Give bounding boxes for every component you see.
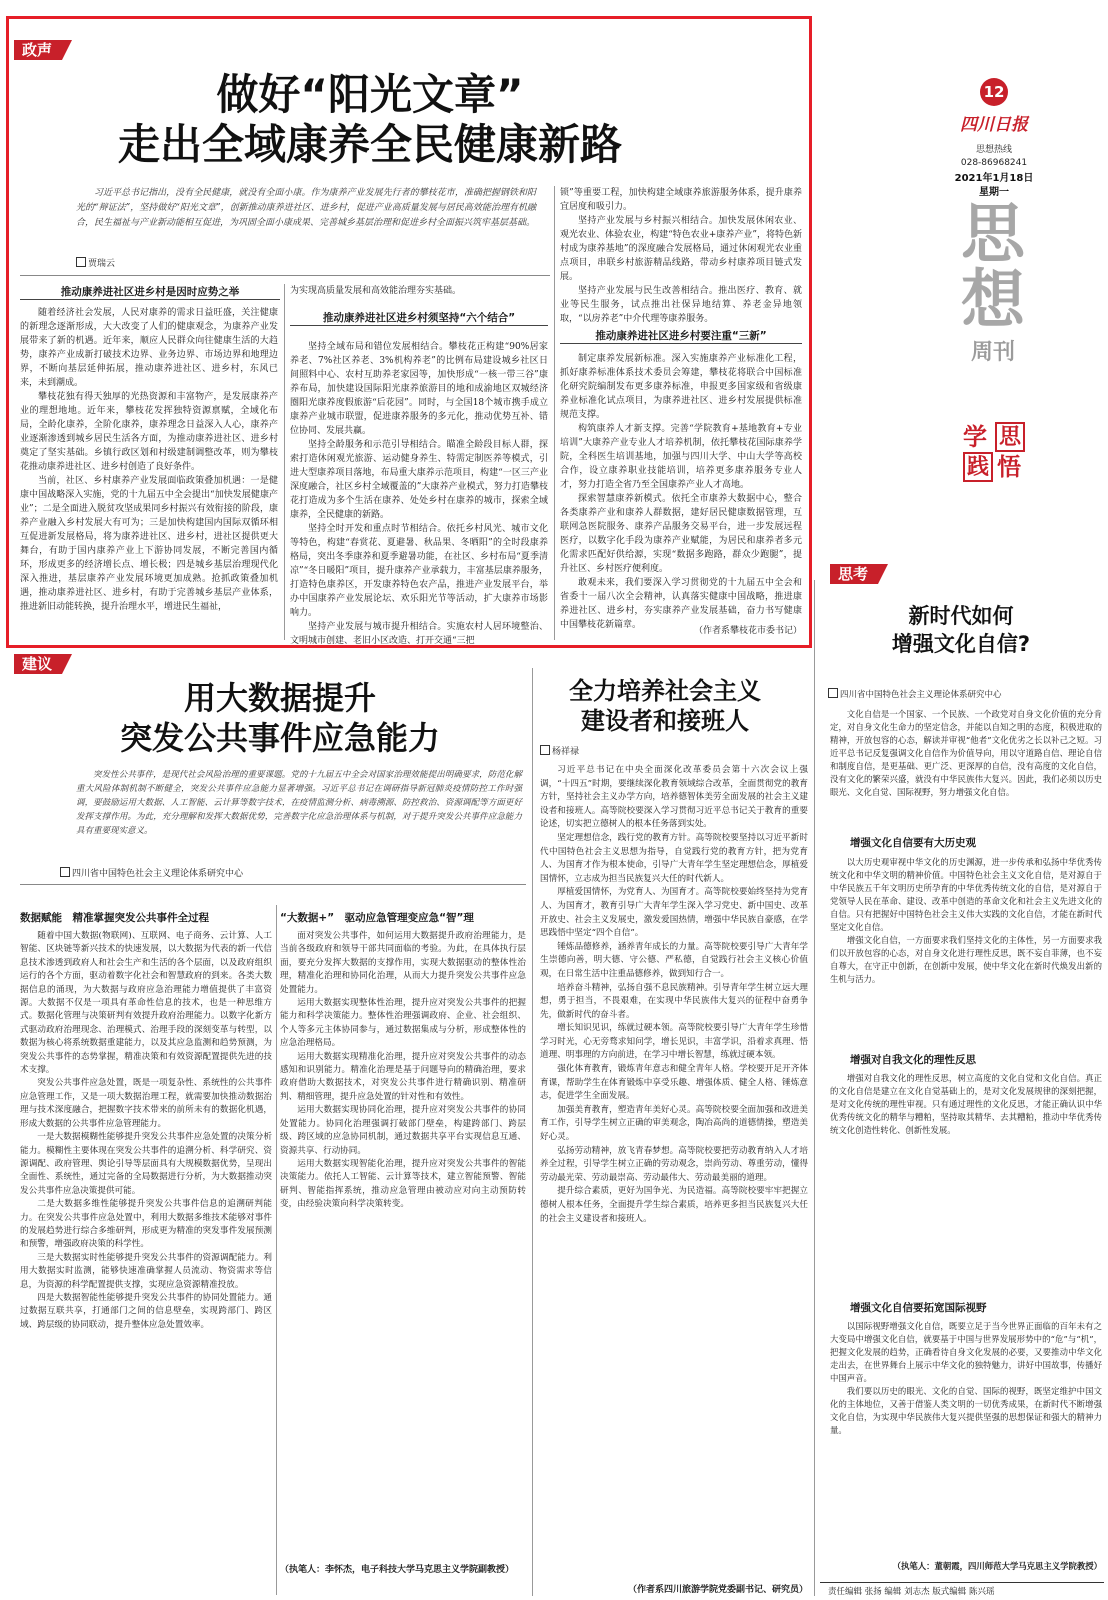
top-subhead-3: 推动康养进社区进乡村要注重“三新” bbox=[595, 330, 767, 342]
left-subhead-1: 数据赋能 精准掌握突发公共事件全过程 bbox=[20, 912, 209, 924]
right-subhead-3: 增强文化自信要拓宽国际视野 bbox=[850, 1302, 987, 1314]
section-title-big: 思想 bbox=[961, 197, 1025, 338]
left-col1-p6: 四是大数据智能性能够提升突发公共事件的协同处置能力。通过数据互联共享，打通部门之间的信息壁垒，实现跨部门、跨区域、跨层级的协同联动，提升整体应急处置效率。 bbox=[20, 1292, 272, 1330]
right-p-f: 我们要以历史的眼光、文化的自觉、国际的视野，既坚定维护中国文化的主体地位，又善于借鉴人类文明的一切优秀成果，在新时代不断增强文化自信，为实现中华民族伟大复兴提供坚强的思想保证和强大的精神力量。 bbox=[830, 1386, 1102, 1435]
right-subhead-2: 增强对自我文化的理性反思 bbox=[850, 1054, 976, 1066]
hotline-phone: 028-86968241 bbox=[960, 158, 1028, 168]
left-col2-p3: 运用大数据实现精准化治理，提升应对突发公共事件的动态感知和识别能力。精准化治理是基于问题导向的精确治理，要求政府借助大数据技术，对突发公共事件进行精确识别、精准研判、精细管理，提升应急处置的针对性和有效性。 bbox=[280, 1051, 526, 1102]
top-col2 bbox=[290, 340, 548, 646]
top-subhead-1-rule bbox=[20, 299, 280, 300]
stamp-char-3: 践 bbox=[963, 452, 993, 482]
top-title-line2: 走出全域康养全民健康新路 bbox=[117, 120, 622, 169]
left-col1-p1: 随着中国大数据(物联网)、互联网、电子商务、云计算、人工智能、区块链等新兴技术的快速发展，以大数据为代表的新一代信息技术渗透到政府人和社会生产和生活的各个层面，以及政府组织运行的各个方面，驱动着数字化社会和智慧政府的到来。各类大数据信息的涌现，为大数据与政府应急治理能力增值提供了丰富资源。大数据不仅是一项具有革命性信息的技术，也是一种思维方式。数据化管理与决策研判有效提升政府治理能力。以数字化新方式驱动政府治理现念、治理模式、治理手段的深刻变革与转型，以数据为核心将系统数据重建能力，以及其应急监测和趋势预测，为突发公共事件的态势掌握，精准决策和有效资源配置提供先进的技术支撑。 bbox=[20, 931, 272, 1076]
mid-p3: 厚植爱国情怀，为党育人、为国育才。高等院校要始终坚持为党育人、为国育才，教育引导广大青年学生深入学习党史、新中国史、改革开放史、社会主义发展史，激发爱国热情，增强中华民族自豪感，在学思践悟中坚定“四个自信”。 bbox=[540, 887, 808, 939]
top-col-divider-1 bbox=[284, 284, 285, 640]
top-title bbox=[20, 70, 720, 170]
top-author-name: 贾瑞云 bbox=[88, 259, 116, 269]
left-subhead-2: “大数据+” 驱动应急管理变应急“智”理 bbox=[280, 912, 474, 924]
top-author bbox=[76, 256, 115, 269]
mid-p5: 培养奋斗精神，弘扬自强不息民族精神。引导青年学生树立远大理想，勇于担当，不畏艰难，在实现中华民族伟大复兴的征程中奋勇争先，做新时代的奋斗者。 bbox=[540, 982, 808, 1020]
left-lead-divider bbox=[20, 884, 526, 885]
left-col1-p2: 突发公共事件应急处置，既是一项复杂性、系统性的公共事件应急管理工作，又是一项大数据治理工程，就需要加快推动数据治理与技术深度融合，把握数字技术带来的前所未有的数据化机遇，形成大数据的公共事件应急管理能力。 bbox=[20, 1078, 272, 1129]
right-body-d: 增强对自我文化的理性反思，树立高度的文化自觉和文化自信。真正的文化自信是建立在文化自觉基础上的，是对文化发展规律的深刻把握，是对文化传统的理性审视。只有通过理性的文化反思，才能正确认识中华优秀传统文化的精华与糟粕，坚持取其精华、去其糟粕，推动中华优秀传统文化创造性转化、创新性发展。 bbox=[830, 1073, 1102, 1135]
top-sign: （作者系攀枝花市委书记） bbox=[693, 626, 802, 636]
top-col2-p4: 坚持产业发展与城市提升相结合。实施农村人居环境整治、文明城市创建、老旧小区改造、打开交通“三把 bbox=[290, 622, 548, 646]
issue-weekday: 星期一 bbox=[979, 187, 1009, 198]
left-author bbox=[60, 866, 243, 879]
top-col3-p5: 构筑康养人才新支撑。完善“学院教育+基地教育+专业培训”大康养产业专业人才培养机制，依托攀枝花国际康养学院，全科医生培训基地，加强与四川大学、中山大学等高校合作，设立康养职业技能培训，培养更多康养服务专业人才，努力打造全省乃至全国康养产业人才高地。 bbox=[560, 424, 802, 490]
top-section-tag: 政声 bbox=[14, 40, 62, 60]
right-p-c: 增强文化自信，一方面要求我们坚持文化的主体性，另一方面要求我们以开放包容的心态，对自身文化进行理性反思，既不妄自菲薄，也不妄自尊大，在守正中创新，在创新中发展，使中华文化在新时代焕发出新的生机与活力。 bbox=[830, 935, 1102, 984]
right-title-line1: 新时代如何 bbox=[908, 604, 1014, 628]
top-col1-p2: 攀枝花独有得天独厚的光热资源和丰富物产，是发展康养产业的理想地地。近年来，攀枝花发挥独特资源禀赋，全域化布局，全龄化康养，全阶化康养，康养理念日益深入人心，康养产业逐渐渗透到城乡居民生活各方面，为推动康养进社区、进乡村奠定了坚实基础。乡镇行政区划和村级建制调整改革，则为攀枝花推动康养进社区、进乡村创造了良好条件。 bbox=[20, 392, 278, 472]
stamp-char-4: 悟 bbox=[997, 452, 1021, 481]
left-col1 bbox=[20, 930, 272, 1592]
right-author bbox=[828, 688, 1002, 700]
top-col1-p1: 随着经济社会发展，人民对康养的需求日益旺盛，关注健康的新理念逐渐形成，大大改变了人们的健康观念，为康养产业发展带来了新的机遇。近年来，顺应人民群众向往健康生活的大趋势，康养产业成新打破技术边界、业务边界、市场边界和地理边界，不断向基层延伸拓展，推动康养进社区、进乡村，东风已来，未到潮成。 bbox=[20, 308, 278, 388]
right-body-b bbox=[830, 856, 1102, 1046]
mid-title-line2: 建设者和接班人 bbox=[581, 707, 749, 735]
paper-name: 四川日报 bbox=[960, 115, 1028, 135]
top-col1 bbox=[20, 306, 278, 640]
right-sign: （执笔人：董朝霞，四川师范大学马克思主义学院教授） bbox=[892, 1561, 1102, 1571]
mid-p10: 提升综合素质，更好为国争光、为民造福。高等院校要牢牢把握立德树人根本任务，全面提升学生综合素质，培养更多担当民族复兴大任的社会主义建设者和接班人。 bbox=[540, 1186, 808, 1224]
left-col2 bbox=[280, 930, 526, 1560]
top-subhead-2: 推动康养进社区进乡村须坚持“六个结合” bbox=[322, 312, 516, 324]
mid-author-name: 杨祥禄 bbox=[552, 747, 580, 757]
left-sign: （执笔人：李怀杰，电子科技大学马克思主义学院副教授） bbox=[280, 1565, 515, 1575]
top-title-line1: 做好“阳光文章” bbox=[216, 70, 524, 119]
left-title bbox=[40, 678, 520, 758]
left-col1-p5: 三是大数据实时性能够提升突发公共事件的资源调配能力。利用大数据实时监测，能够快速准确掌握人员流动、物资需求等信息，为资源的科学配置提供支撑，实现应急资源精准投放。 bbox=[20, 1252, 272, 1290]
hotline-label: 思想热线 bbox=[975, 145, 1012, 155]
right-section-tag: 思考 bbox=[830, 564, 878, 584]
right-title-line2: 增强文化自信? bbox=[891, 632, 1031, 656]
left-col2-p5: 运用大数据实现智能化治理，提升应对突发公共事件的智能决策能力。依托人工智能、云计算等技术，建立智能预警、智能研判、智能指挥系统，推动应急管理由被动应对向主动预防转变，由经验决策向科学决策转变。 bbox=[280, 1158, 526, 1210]
top-subhead-3-rule bbox=[560, 343, 802, 344]
mid-title bbox=[540, 676, 790, 736]
mid-right-divider bbox=[814, 580, 815, 1596]
left-title-line1: 用大数据提升 bbox=[183, 679, 376, 717]
left-section-tag: 建议 bbox=[14, 654, 62, 674]
right-body-a: 文化自信是一个国家、一个民族、一个政党对自身文化价值的充分肯定，对自身文化生命力的坚定信念，并能以自知之明的态度，积极进取的精神，开放包容的心态，解读并审视“他者”文化优劣之长以补己之短。习近平总书记反复强调文化自信作为价值导向，用以守道路自信、理论自信和制度自信，是更基础、更广泛、更深厚的自信，没有高度的文化自信，没有文化的繁荣兴盛，就没有中华民族伟大复兴。因此，我们必须以历史眼光、文化自觉、国际视野，努力增强文化自信。 bbox=[830, 709, 1102, 797]
left-col2-p4: 运用大数据实现协同化治理，提升应对突发公共事件的协同处置能力。协同化治理强调打破部门壁垒，构建跨部门、跨层级、跨区域的应急协同机制，通过数据共享平台实现信息互通、资源共享、行动协同。 bbox=[280, 1105, 526, 1156]
top-col3-p7: 敢观未来，我们要深入学习贯彻党的十九届五中全会和省委十一届八次全会精神，认真落实健康中国战略，推进康养进社区、进乡村，夯实康养产业发展基础，奋力书写健康中国攀枝花新篇章。 bbox=[560, 578, 802, 630]
top-col2-p1: 坚持全域布局和错位发展相结合。攀枝花正构建“90%居家养老、7%社区养老、3%机构养老”的比例布局建设城乡社区日间照料中心、农村互助养老家园等，加快形成“一核一带三谷”康养布局，加快建设国际阳光康养旅游目的地和成渝地区双城经济圈阳光康养度假旅游“后花园”。同时，与全国18个城市携手成立康养产业城市联盟，促进康养服务的多元化，推动优势互补、错位协同、发展共赢。 bbox=[290, 342, 548, 436]
top-col3-p6: 探索智慧康养新模式。依托全市康养大数据中心，整合各类康养产业和康养人群数据，建好居民健康数据管理，互联网急医院服务、康养产品服务交易平台，进一步发展远程医疗，以数字化手段为康养产业赋能，为居民和康养者多元化需求匹配好供给源，实现“数据多跑路，群众少跑腿”，提升社区、乡村医疗便利度。 bbox=[560, 494, 802, 574]
top-col2-p3: 坚持全时开发和重点时节相结合。依托乡村风光、城市文化等特色，构建“春赏花、夏避暑、秋品果、冬晒阳”的全时段康养格局，突出冬季康养和夏季避暑功能，在社区、乡村布局“夏季清凉”“冬日暖阳”项目，提升康养产业承载力，丰富基层康养服务，打造特色康养区，开发康养特色农产品，推进产业发展平台，举办中国康养产业发展论坛、欢乐阳光节等活动，扩大康养市场影响力。 bbox=[290, 524, 548, 618]
right-p-e: 以国际视野增强文化自信，既要立足于当今世界正面临的百年未有之大变局中增强文化自信，就要基于中国与世界发展形势中的“危”与“机”，把握文化发展的趋势，正确看待自身文化发展的必要，又要推动中华文化走出去，在世界舞台上展示中华文化的独特魅力，讲好中国故事，传播好中国声音。 bbox=[830, 1321, 1102, 1383]
right-subhead-1: 增强文化自信要有大历史观 bbox=[850, 837, 976, 849]
left-col1-p3: 一是大数据模糊性能够提升突发公共事件应急处置的决策分析能力。模糊性主要体现在突发公共事件的追溯分析、科学研究、资源调配、政府管理、舆论引导等层面具有大规模数据优势，呈现出全面性、系统性，通过完备的全局数据进行分析，为大数据推动突发公共事件应急决策提供可能。 bbox=[20, 1132, 272, 1196]
left-col2-p2: 运用大数据实现整体性治理，提升应对突发公共事件的把握能力和科学决策能力。整体性治理强调政府、企业、社会组织、个人等多元主体协同参与，通过数据集成与分析，形成整体性的应急治理格局。 bbox=[280, 998, 526, 1049]
mid-p7: 强化体育教育，锻炼青年意志和健全青年人格。学校要开足开齐体育课，帮助学生在体育锻炼中享受乐趣、增强体质、健全人格、锤炼意志，促进学生全面发展。 bbox=[540, 1064, 808, 1102]
top-col-divider-2 bbox=[554, 186, 555, 640]
mid-p6: 增长知识见识，练就过硬本领。高等院校要引导广大青年学生珍惜学习时光，心无旁骛求知问学，增长见识，丰富学识，沿着求真理、悟道理、明事理的方向前进，在学习中增长智慧，练就过硬本领。 bbox=[540, 1023, 808, 1061]
left-col1-p4: 二是大数据多维性能够提升突发公共事件信息的追溯研判能力。在突发公共事件应急处置中，利用大数据多维技术能够对事件的发展趋势进行综合多维研判，形成更为精准的突发事件发展预测和预警，增强政府决策的科学性。 bbox=[20, 1199, 272, 1250]
mid-author bbox=[524, 744, 579, 757]
right-title bbox=[820, 602, 1102, 658]
mid-p2: 坚定理想信念，践行党的教育方针。高等院校要坚持以习近平新时代中国特色社会主义思想为指导，自觉践行党的教育方针，把为党育人、为国育才作为根本使命，引导广大青年学生坚定理想信念，厚植爱国情怀，立志成为担当民族复兴大任的时代新人。 bbox=[540, 832, 808, 884]
footer-rule bbox=[820, 1582, 1104, 1583]
stamp-box bbox=[963, 422, 1029, 482]
top-col3-p3: 坚持产业发展与民生改善相结合。推出医疗、教育、就业等民生服务，试点推出社保异地结算、养老金异地领取，“以房养老”中介代理等康养服务。 bbox=[560, 286, 802, 324]
issue-date: 2021年1月18日 bbox=[954, 173, 1034, 184]
page-number: 12 bbox=[983, 83, 1005, 101]
right-body-e bbox=[830, 1320, 1102, 1552]
mid-p1: 习近平总书记在中央全面深化改革委员会第十六次会议上强调，“十四五”时期，要继续深化教育领域综合改革，全面贯彻党的教育方针，坚持社会主义办学方向，培养德智体美劳全面发展的社会主义建设者和接班人。高等院校要深入学习贯彻习近平总书记关于教育的重要论述，切实把立德树人的根本任务落到实处。 bbox=[540, 765, 808, 830]
right-author-name: 四川省中国特色社会主义理论体系研究中心 bbox=[840, 690, 1002, 700]
left-title-line2: 突发公共事件应急能力 bbox=[119, 719, 440, 757]
footer-editors: 责任编辑 张扬 编辑 刘志杰 版式编辑 陈兴瑶 bbox=[828, 1587, 995, 1597]
top-col3-p1: 锁”等重要工程，加快构建全域康养旅游服务体系，提升康养宜居度和吸引力。 bbox=[560, 188, 802, 212]
top-col2-cont: 为实现高质量发展和高效能治理夯实基础。 bbox=[290, 286, 462, 296]
stamp-char-2: 思 bbox=[995, 422, 1025, 452]
mid-p4: 锤炼品德修养，涵养青年成长的力量。高等院校要引导广大青年学生崇德向善，明大德、守公德、严私德，自觉践行社会主义核心价值观，在日常生活中注重品德修养，做到知行合一。 bbox=[540, 941, 808, 979]
left-lead: 突发性公共事件，是现代社会风险治理的重要课题。党的十九届五中全会对国家治理效能提出明确要求，防范化解重大风险体制机制不断健全，突发公共事件应急能力显著增强。习近平总书记在调研指导新冠肺炎疫情防控工作时强调，要鼓励运用大数据、人工智能、云计算等数字技术，在疫情监测分析、病毒溯源、防控救治、资源调配等方面更好发挥支撑作用。为此，充分理解和发挥大数据优势，完善数字化应急治理体系与机制，对于提升突发公共事件应急能力具有重要现实意义。 bbox=[76, 770, 522, 836]
top-lead-divider bbox=[20, 275, 550, 276]
top-col3-b bbox=[560, 352, 802, 630]
mid-sign: （作者系四川旅游学院党委副书记、研究员） bbox=[627, 1585, 808, 1595]
right-p-b: 以大历史观审视中华文化的历史渊源，进一步传承和弘扬中华优秀传统文化和中华文明的精神价值。中国特色社会主义文化自信，是对源自于中华民族五千年文明历史所孕育的中华优秀传统文化的自信，是对源自于党领导人民在革命、建设、改革中创造的革命文化和社会主义先进文化的自信。只有把握好中国特色社会主义伟大实践的文化自信，才能在新时代坚定文化自信。 bbox=[830, 857, 1102, 932]
left-mid-divider bbox=[532, 668, 533, 1596]
top-col2-p2: 坚持全龄服务和示范引导相结合。瞄准全龄段目标人群，探索打造休闲观光旅游、运动健身养生、特需定制医养等模式，引进大型康养项目落地，布局重大康养示范项目，构建“一区三产业深度融合，社区乡村全域覆盖的”大康养产业模式，努力打造攀枝花打造成为多个生活在康养、处处乡村在康养的城市，探索全域康养，全民健康的新路。 bbox=[290, 440, 548, 520]
top-lead: 习近平总书记指出，没有全民健康，就没有全面小康。作为康养产业发展先行者的攀枝花市，准确把握钢铁和阳光的“辩证法”，坚持做好“阳光文章”，创新推动康养进社区、进乡村，促进产业高质量发展与居民高效能治理有机融合，民生福祉与产业新动能相互促进，为巩固全面小康成果、完善城乡基层治理和促进乡村全面振兴筑牢基层基础。 bbox=[76, 188, 536, 228]
mid-title-line1: 全力培养社会主义 bbox=[569, 677, 761, 705]
stamp-char-1: 学 bbox=[963, 422, 987, 451]
left-col-divider bbox=[276, 905, 277, 1595]
top-col3-p2: 坚持产业发展与乡村振兴相结合。加快发展休闲农业、观光农业、体验农业，构建“特色农业+康养产业”，将特色新村成为康养基地”的深度融合发展格局，通过休闲观光农业重点项目，串联乡村旅游精品线路，带动乡村康养项目链式发展。 bbox=[560, 216, 802, 282]
left-col2-p1: 面对突发公共事件，如何运用大数据提升政府治理能力，是当前各级政府和领导干部共同面临的考验。为此，在具体执行层面，要充分发挥大数据的支撑作用，实现大数据驱动的整体性治理，精准化治理和协同化治理，从而大力提升突发公共事件应急处置能力。 bbox=[280, 931, 526, 995]
top-col3-a bbox=[560, 186, 802, 324]
section-title-small: 周刊 bbox=[970, 339, 1015, 365]
page-number-badge bbox=[980, 78, 1008, 106]
top-subhead-2-rule bbox=[290, 325, 548, 326]
top-subhead-1: 推动康养进社区进乡村是因时应势之举 bbox=[60, 286, 240, 298]
mid-body bbox=[540, 764, 808, 1554]
top-col1-p3: 当前，社区、乡村康养产业发展面临政策叠加机遇：一是健康中国战略深入实施，党的十九届五中全会提出“加快发展健康产业”；二是全面进入脱贫攻坚成果同乡村振兴有效衔接的阶段，康养产业融入乡村发展大有可为；三是加快构建国内国际双循环相互促进新发展格局，将为康养进社区、进乡村，进社区提供更大舞台，有助于国内康养产业上下游协同发展，不断完善国内循环，形成更多的经济增长点、增长极；四是城乡基层治理现代化深入推进，基层康养产业发展环境更加成熟。抢抓政策叠加机遇，推动康养进社区、进乡村，有助于完善城乡基层产业体系，推进新旧动能转换，提升治理水平，增进民生福祉， bbox=[20, 476, 278, 612]
top-col3-p4: 制定康养发展新标准。深入实施康养产业标准化工程，抓好康养标准体系技术委员会筹建，攀枝花将联合中国标准化研究院编制发布更多康养标准，申报更多国家级和省级康养业标准化试点项目，为康养进社区、进乡村发展提供标准规范支撑。 bbox=[560, 354, 802, 420]
mid-p8: 加强美育教育，塑造青年美好心灵。高等院校要全面加强和改进美育工作，引导学生树立正确的审美观念，陶冶高尚的道德情操，塑造美好心灵。 bbox=[540, 1104, 808, 1143]
left-author-name: 四川省中国特色社会主义理论体系研究中心 bbox=[72, 869, 244, 879]
mid-p9: 弘扬劳动精神，放飞青春梦想。高等院校要把劳动教育纳入人才培养全过程，引导学生树立正确的劳动观念，崇尚劳动、尊重劳动，懂得劳动最光荣、劳动最崇高、劳动最伟大、劳动最美丽的道理。 bbox=[540, 1145, 808, 1183]
